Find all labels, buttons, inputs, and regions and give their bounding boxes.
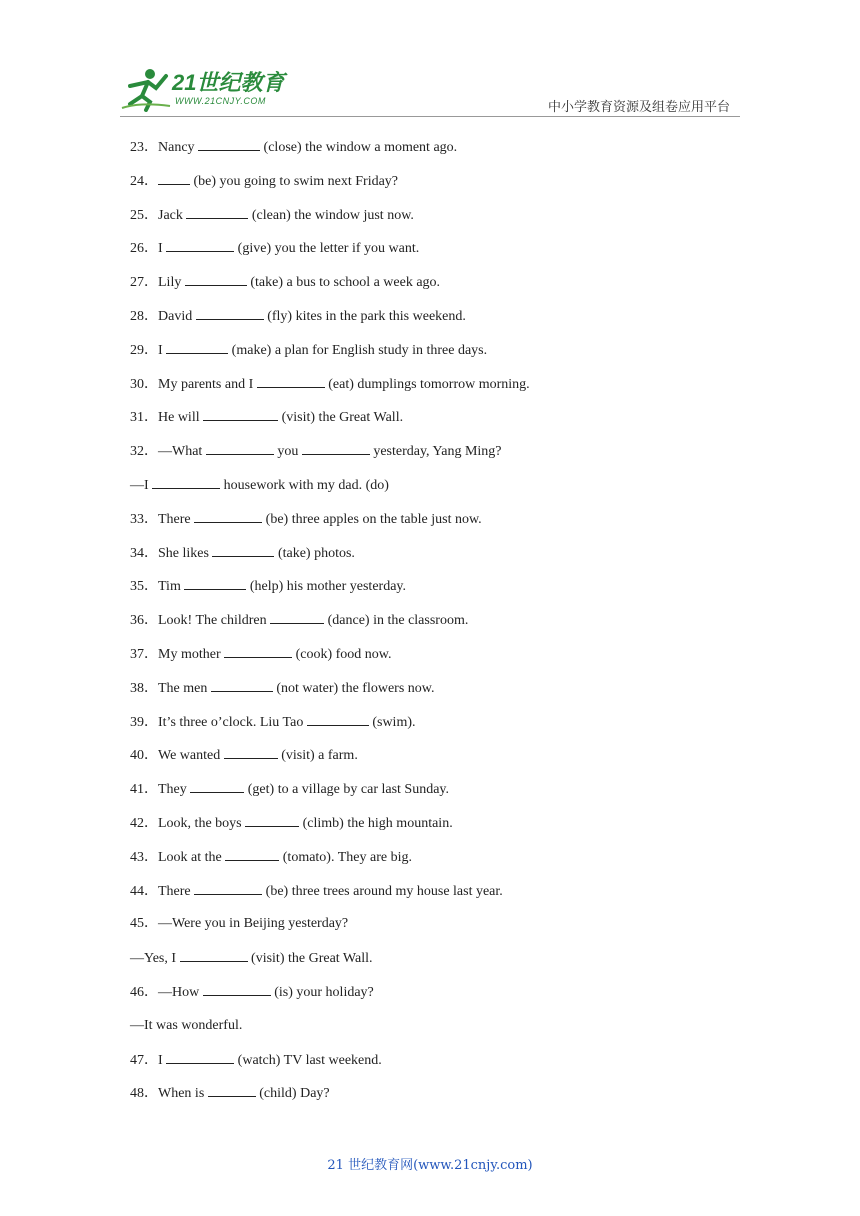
question-line [130, 170, 750, 204]
question-text: 48．When is [130, 1086, 208, 1102]
answer-blank[interactable] [166, 1049, 234, 1064]
question-line [130, 305, 750, 339]
answer-blank[interactable] [158, 170, 190, 185]
question-text: 36．Look! The children [130, 613, 271, 629]
answer-blank[interactable] [196, 305, 264, 320]
question-line [130, 406, 750, 440]
question-line [130, 846, 750, 880]
runner-logo-icon [120, 66, 172, 112]
answer-blank[interactable] [166, 339, 228, 354]
question-text: (be) three trees around my house last year. [262, 883, 503, 899]
question-list [130, 136, 750, 1116]
answer-blank[interactable] [185, 271, 247, 286]
question-text: (give) you the letter if you want. [234, 241, 420, 257]
question-line [130, 1049, 750, 1083]
question-text: 28．David [130, 308, 196, 324]
question-line [130, 812, 750, 846]
question-line [130, 237, 750, 271]
question-text: (help) his mother yesterday. [246, 579, 406, 595]
question-text: you [273, 444, 302, 460]
question-text: (close) the window a moment ago. [260, 140, 458, 155]
question-text: 35．Tim [130, 579, 185, 595]
answer-blank[interactable] [203, 981, 271, 996]
question-text: (swim). [368, 714, 416, 730]
question-text: yesterday, Yang Ming? [369, 444, 502, 460]
question-text: 46．—How [130, 984, 203, 1000]
question-text: housework with my dad. (do) [220, 477, 389, 493]
question-text: 33．There [130, 511, 195, 527]
question-line [130, 339, 750, 373]
answer-blank[interactable] [184, 575, 246, 590]
answer-blank[interactable] [302, 440, 370, 455]
header-divider [120, 116, 740, 117]
question-line [130, 575, 750, 609]
answer-blank[interactable] [211, 677, 273, 692]
question-text: 37．My mother [130, 646, 225, 662]
question-line [130, 1015, 750, 1049]
answer-blank[interactable] [180, 947, 248, 962]
question-text: (take) a bus to school a week ago. [246, 275, 441, 291]
question-text: 32．—What [130, 444, 206, 460]
question-text: 30．My parents and I [130, 376, 257, 392]
question-line [130, 136, 750, 170]
question-line [130, 508, 750, 542]
answer-blank[interactable] [152, 474, 220, 489]
logo-text: 21世纪教育 [172, 70, 285, 95]
question-text: 29．I [130, 342, 167, 358]
answer-blank[interactable] [245, 812, 299, 827]
question-line [130, 778, 750, 812]
question-text: 41．They [130, 782, 191, 798]
question-text: (visit) the Great Wall. [278, 410, 404, 426]
answer-blank[interactable] [224, 744, 278, 759]
question-text: 31．He will [130, 410, 204, 426]
answer-blank[interactable] [194, 508, 262, 523]
question-line [130, 643, 750, 677]
question-text: (tomato). They are big. [279, 849, 412, 865]
answer-blank[interactable] [186, 204, 248, 219]
answer-blank[interactable] [203, 406, 278, 421]
question-line [130, 542, 750, 576]
answer-blank[interactable] [190, 778, 244, 793]
question-line [130, 677, 750, 711]
question-text: 39．It’s three o’clock. Liu Tao [130, 714, 307, 730]
question-text: 23．Nancy [130, 140, 199, 155]
question-text: 25．Jack [130, 207, 187, 223]
question-line [130, 204, 750, 238]
question-text: (fly) kites in the park this weekend. [263, 308, 466, 324]
question-line [130, 981, 750, 1015]
question-text: —I [130, 477, 153, 493]
page-footer: 21 世纪教育网(www.21cnjy.com) [327, 1158, 533, 1173]
question-text: (take) photos. [274, 545, 355, 561]
question-line [130, 711, 750, 745]
question-text: (climb) the high mountain. [299, 815, 453, 831]
question-text: 45．—Were you in Beijing yesterday? [130, 916, 349, 932]
answer-blank[interactable] [224, 643, 292, 658]
question-text: (eat) dumplings tomorrow morning. [324, 376, 530, 392]
question-line [130, 880, 750, 914]
logo-url: WWW.21CNJY.COM [175, 96, 266, 106]
question-text: 40．We wanted [130, 748, 224, 764]
answer-blank[interactable] [225, 846, 279, 861]
question-text: —Yes, I [130, 951, 180, 967]
question-text: 43．Look at the [130, 849, 226, 865]
question-text: 44．There [130, 883, 195, 899]
answer-blank[interactable] [257, 373, 325, 388]
question-line [130, 1082, 750, 1116]
question-text: (be) three apples on the table just now. [262, 511, 482, 527]
question-text: (make) a plan for English study in three days. [228, 342, 488, 358]
question-line [130, 947, 750, 981]
question-text: (dance) in the classroom. [324, 613, 469, 629]
answer-blank[interactable] [194, 880, 262, 895]
question-text: (child) Day? [255, 1086, 330, 1102]
question-text: 27．Lily [130, 275, 185, 291]
question-line [130, 373, 750, 407]
question-line [130, 744, 750, 778]
question-text: (is) your holiday? [270, 984, 374, 1000]
question-text: 34．She likes [130, 545, 213, 561]
question-text: (visit) the Great Wall. [247, 951, 373, 967]
question-text: (get) to a village by car last Sunday. [244, 782, 450, 798]
question-text: 42．Look, the boys [130, 815, 246, 831]
question-line [130, 440, 750, 474]
answer-blank[interactable] [198, 136, 260, 151]
answer-blank[interactable] [208, 1082, 256, 1097]
page-header [0, 0, 860, 130]
question-text: 26．I [130, 241, 167, 257]
answer-blank[interactable] [206, 440, 274, 455]
question-text: (not water) the flowers now. [272, 680, 435, 696]
header-platform-text: 中小学教育资源及组卷应用平台 [547, 100, 730, 115]
question-line [130, 913, 750, 947]
question-text: (watch) TV last weekend. [234, 1052, 382, 1068]
question-text: 47．I [130, 1052, 167, 1068]
answer-blank[interactable] [270, 609, 324, 624]
answer-blank[interactable] [166, 237, 234, 252]
answer-blank[interactable] [212, 542, 274, 557]
question-text: (visit) a farm. [277, 748, 358, 764]
question-text: (be) you going to swim next Friday? [190, 173, 399, 189]
question-text: (clean) the window just now. [248, 207, 414, 223]
logo [120, 66, 292, 116]
answer-blank[interactable] [307, 711, 369, 726]
question-line [130, 474, 750, 508]
question-text: 24． [130, 173, 158, 189]
question-text: (cook) food now. [292, 646, 392, 662]
question-line [130, 609, 750, 643]
question-text: 38．The men [130, 680, 211, 696]
question-line [130, 271, 750, 305]
question-text: —It was wonderful. [130, 1017, 243, 1033]
